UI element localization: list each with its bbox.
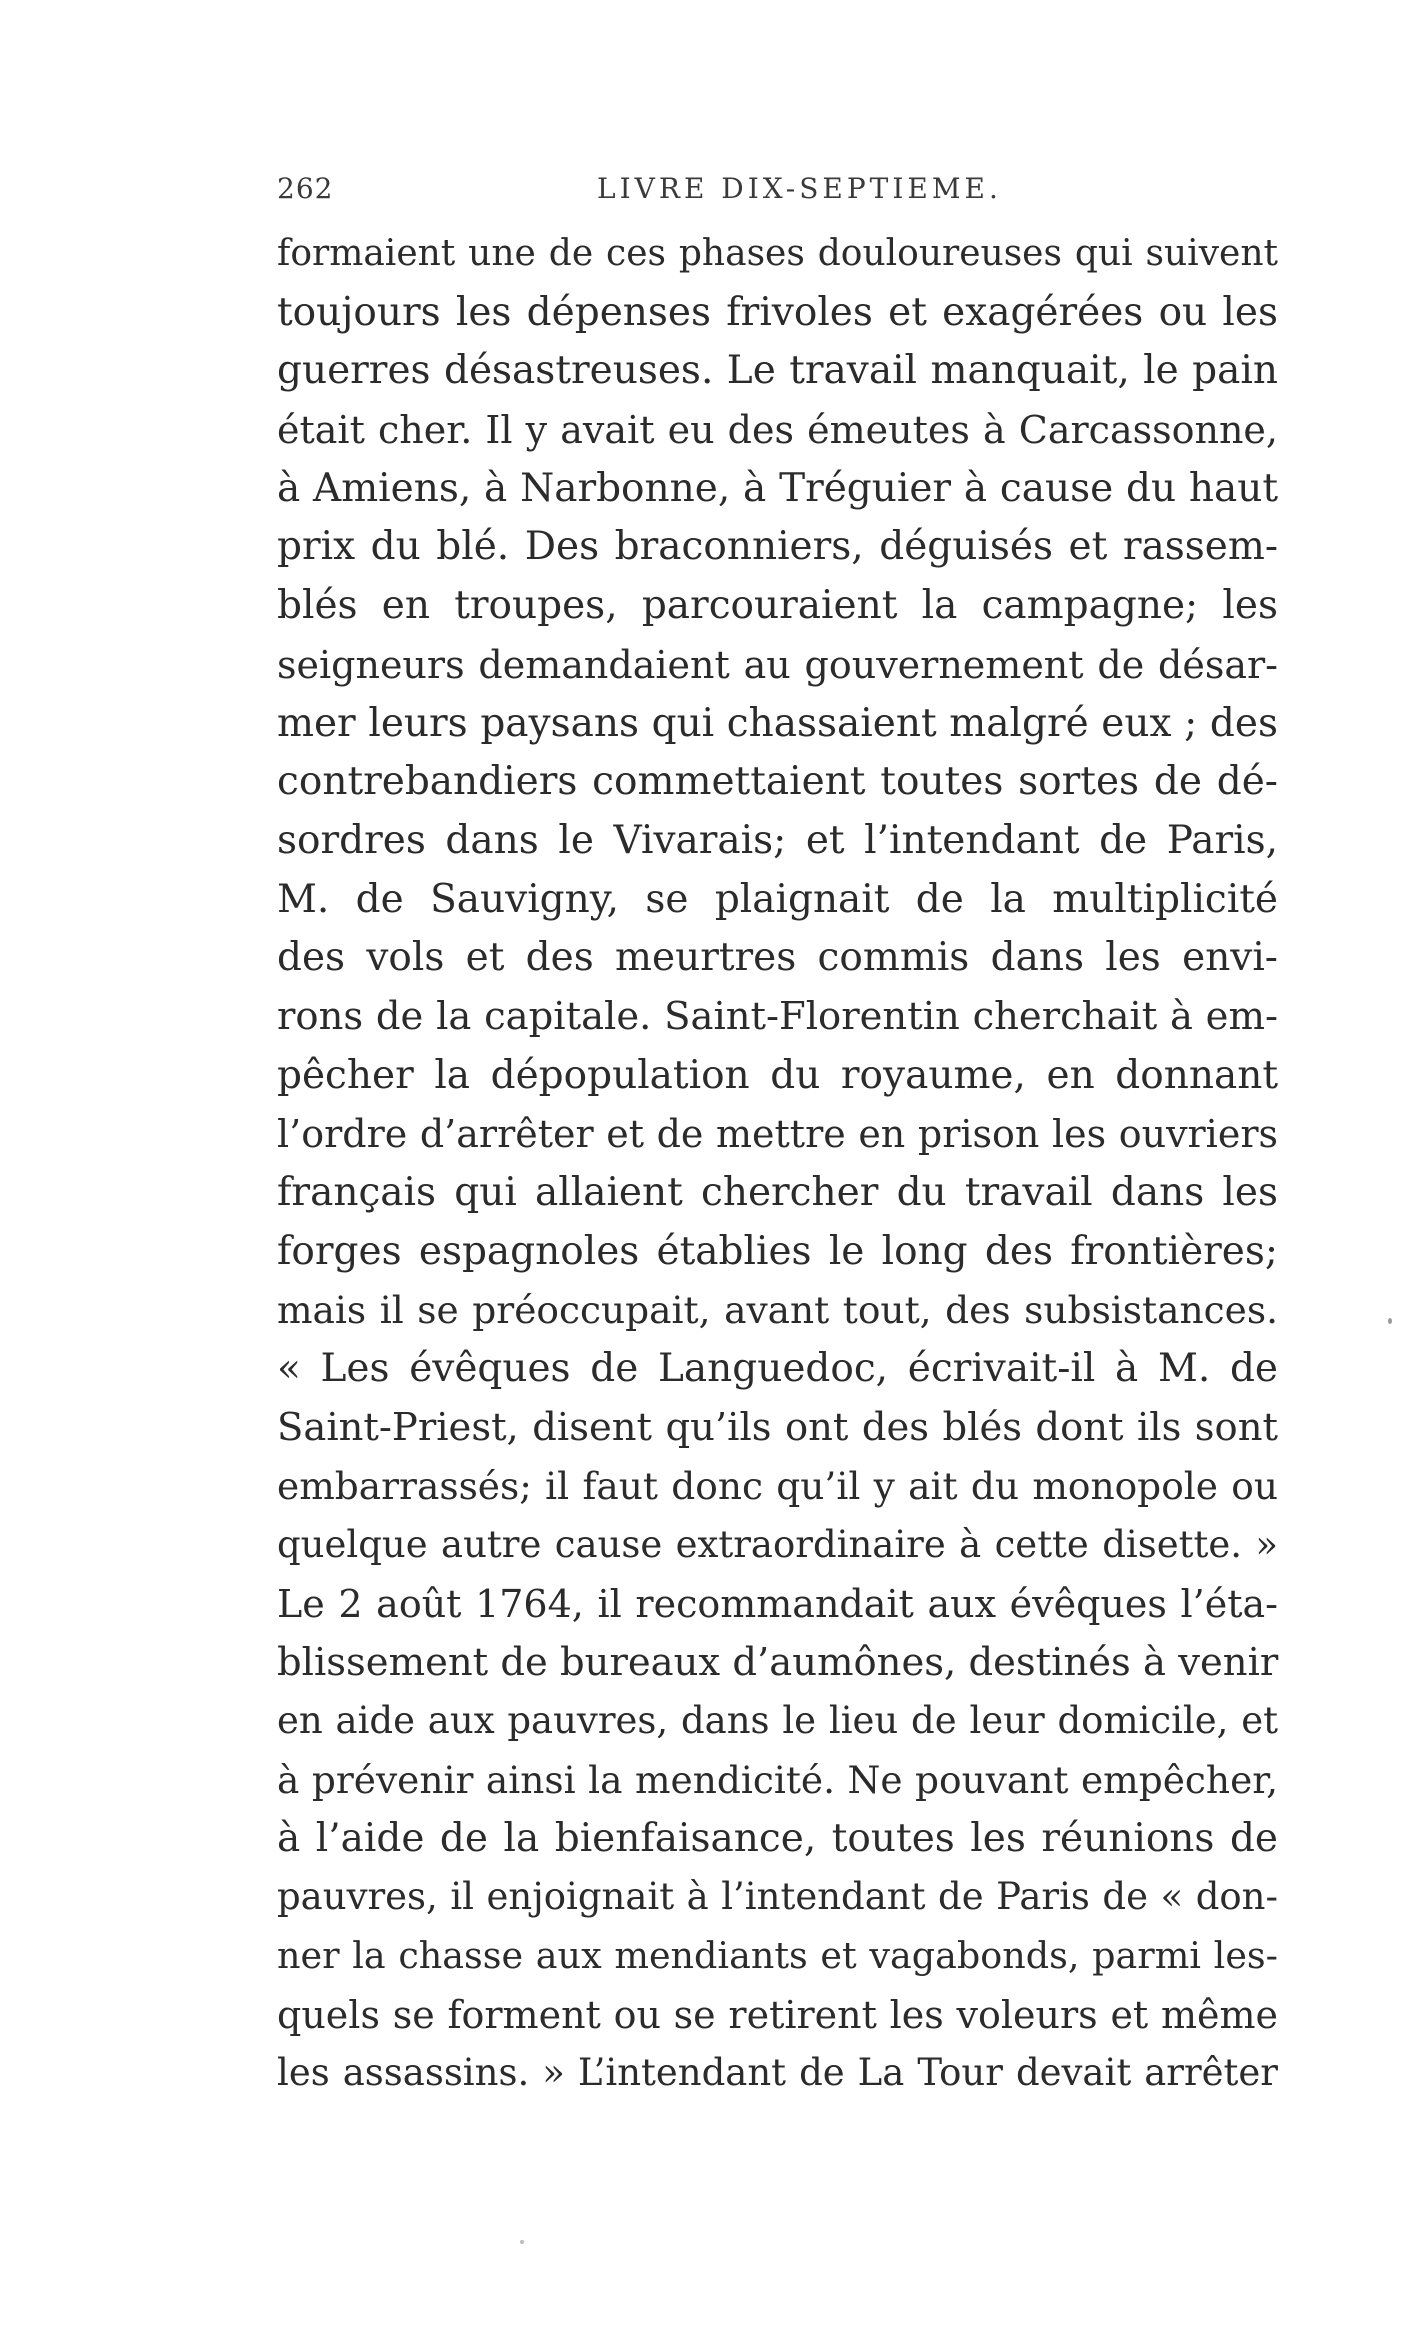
text-line: toujours les dépenses frivoles et exagérées ou les: [277, 289, 1278, 335]
text-line: français qui allaient chercher du travail dans les: [277, 1170, 1278, 1215]
text-line: guerres désastreuses. Le travail manquait, le pain: [277, 348, 1278, 394]
text-line: en aide aux pauvres, dans le lieu de leur domicile, et: [277, 1699, 1278, 1743]
body-text: [277, 225, 1278, 2103]
text-line: prix du blé. Des braconniers, déguisés et rassem-: [277, 524, 1278, 570]
text-line: à prévenir ainsi la mendicité. Ne pouvant empêcher,: [277, 1757, 1278, 1802]
text-line: Le 2 août 1764, il recommandait aux évêques l’éta-: [277, 1581, 1278, 1626]
text-line: était cher. Il y avait eu des émeutes à Carcassonne,: [277, 408, 1278, 453]
text-line: ner la chasse aux mendiants et vagabonds, parmi les-: [277, 1933, 1278, 1977]
text-line: forges espagnoles établies le long des frontières;: [277, 1228, 1278, 1274]
text-line: embarrassés; il faut donc qu’il y ait du monopole ou: [277, 1464, 1278, 1509]
text-line: « Les évêques de Languedoc, écrivait-il à M. de: [277, 1346, 1278, 1392]
text-line: blissement de bureaux d’aumônes, destinés à venir: [277, 1639, 1279, 1685]
text-line: blés en troupes, parcouraient la campagne; les: [277, 583, 1278, 629]
text-line: les assassins. » L’intendant de La Tour devait arrêter: [277, 2051, 1278, 2095]
text-line: Saint-Priest, disent qu’ils ont des blés dont ils sont: [277, 1404, 1278, 1450]
text-line: mer leurs paysans qui chassaient malgré eux ; des: [277, 700, 1278, 746]
paper-speck: [520, 2240, 524, 2244]
text-line: rons de la capitale. Saint-Florentin cherchait à em-: [277, 993, 1278, 1039]
paper-speck: [1388, 1318, 1392, 1324]
text-line: mais il se préoccupait, avant tout, des subsistances.: [277, 1288, 1278, 1333]
text-line: M. de Sauvigny, se plaignait de la multiplicité: [277, 876, 1278, 922]
text-line: à Amiens, à Narbonne, à Tréguier à cause du haut: [277, 465, 1278, 511]
text-line: pauvres, il enjoignait à l’intendant de Paris de « don-: [277, 1875, 1278, 1919]
running-head: [277, 172, 1278, 212]
text-line: formaient une de ces phases douloureuses qui suivent: [277, 233, 1278, 274]
text-line: l’ordre d’arrêter et de mettre en prison les ouvriers: [277, 1112, 1278, 1157]
text-line: seigneurs demandaient au gouvernement de désar-: [277, 642, 1278, 687]
text-line: sordres dans le Vivarais; et l’intendant de Paris,: [277, 817, 1278, 863]
text-line: quels se forment ou se retirent les voleurs et même: [277, 1992, 1278, 2037]
text-line: pêcher la dépopulation du royaume, en donnant: [277, 1052, 1278, 1098]
text-line: à l’aide de la bienfaisance, toutes les réunions de: [277, 1815, 1278, 1861]
text-line: quelque autre cause extraordinaire à cette disette. »: [277, 1523, 1278, 1567]
page-number: 262: [277, 172, 334, 205]
text-line: des vols et des meurtres commis dans les envi-: [277, 935, 1278, 981]
running-title: LIVRE DIX-SEPTIEME.: [597, 172, 1002, 205]
text-line: contrebandiers commettaient toutes sortes de dé-: [277, 759, 1278, 805]
